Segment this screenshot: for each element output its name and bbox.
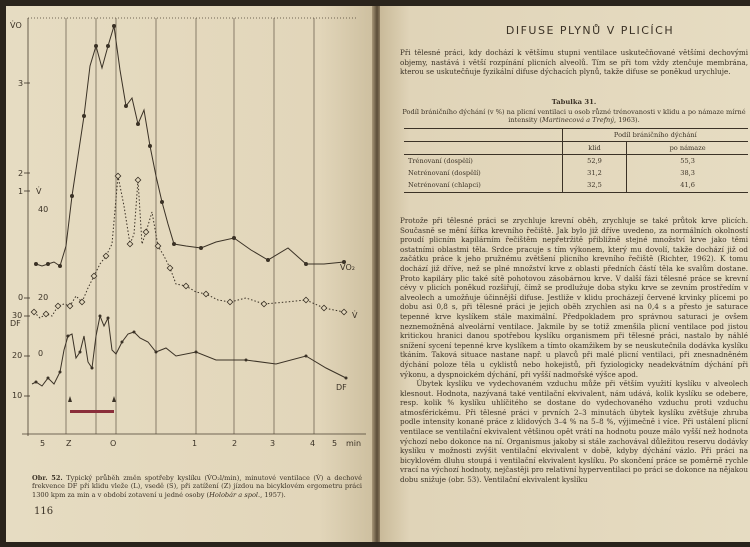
start-marker <box>68 396 72 402</box>
row-label: Netrénovaní (dospělí) <box>408 169 481 177</box>
df-axis-label: DF <box>10 319 21 328</box>
vo2-tick-2: 2 <box>18 169 24 178</box>
table-subtitle-tail: , 1963). <box>614 116 640 125</box>
vo2-axis-label: V̇O <box>10 21 22 30</box>
caption-lead: Obr. 52. <box>32 474 63 482</box>
table-row <box>404 155 748 168</box>
table-group-header: Podíl bráničního dýchání <box>562 129 748 142</box>
df-tick-30: 30 <box>12 311 23 320</box>
right-page <box>380 6 750 542</box>
x-tick-o: O <box>110 439 117 446</box>
x-tick-3: 3 <box>270 439 276 446</box>
x-unit-min: min <box>346 439 362 446</box>
vo2-series-label: V̇O₂ <box>340 263 355 272</box>
cell-klid: 52,9 <box>562 155 626 168</box>
col-header-klid: klid <box>562 142 626 155</box>
df-zero-label: 0 <box>38 349 44 358</box>
vo2-tick-0: 0 <box>18 293 24 302</box>
figure-caption <box>32 474 362 499</box>
x-tick-4: 4 <box>310 439 316 446</box>
caption-text: Typický průběh změn spotřeby kyslíku (V̇O₂l/min), minutové ventilace (V̇) a dechové frekvence DF při klidu vleže (L), vsedě (S), při zatížení (Z) jízdou na bicyklovém ergometru práci 1300 kpm za min a v období zotavení u jedné osoby ( <box>32 474 362 499</box>
row-label: Trénovaní (dospělí) <box>408 157 473 165</box>
cell-po-namaze: 41,6 <box>627 179 748 193</box>
caption-tail: , 1957). <box>260 490 286 499</box>
x-tick-5-right: 5 <box>332 439 338 446</box>
df-tick-20: 20 <box>12 351 23 360</box>
df-series-points <box>35 315 348 384</box>
body-text: Protože při tělesné práci se zrychluje krevní oběh, zrychluje se také průtok krve plicích. Současně se mění šířka krevního řečiště. Jak bylo již dříve uvedeno, za normálních okolností proudí plicním kapilárním řečištěm nepřetržitě přibližně stejné množství krve jako těmi ostatními oblastmi těla. Srdce pracuje s tím výkonem, který mu dovolí, takže dochází již od začátku práce k jeho pružnému zvětšení plicního krevního řečiště (Richter, 1962). K tomu dochází již dříve, než se plné množství krve z oblasti předních částí těla ke svalům dostane. Proto kapiláry plic také sítě pohotovou zásobárnou krve. V další fázi tělesné práce se krevní cévy v plicích poněkud rozšiřují, čímž se prodlužuje doba styku krve se zevním prostředím v alveolech a umožňuje účinnější difuse. Jestliže v klidu procházejí červené krvinky plícemi po dobu asi 0,8 s, při tělesné práci je jejich oběh zrychlen asi na 0,4 s a přesto je saturace tepenné krve kyslíkem stále maximální. Předpokladem pro správnou saturaci je ovšem neznemožněná alveolární ventilace. Jakmile by se totiž zmenšila plicní ventilace pod jistou kritickou hranici danou spotřebou kyslíku organismem při tělesné práci, nastalo by náhlé snížení sycení tepenné krve kyslíkem a tímto okamžikem by se neuskutečnila dodávka kyslíku tkáním. Taková situace nastane např. u plavců při malé plicní ventilaci, při znesnadněném dýchání poloze těla u cyklistů nebo hokejistů, při fyziologicky neadekvátním dýchání při výkonu, a dyspnoickém dýchání, při vyšší nadmořské výšce apod. Úbytek kyslíku ve vydechovaném vzduchu může při větším využití kyslíku v alveolech klesnout. Hodnota, nazývaná také ventilační ekvivalent, nám udává, kolik kyslíku se odebere, resp. kolik % kyslíku uhlíčitého se dostane do vydechovaného vzduchu proti vzduchu atmosférickému. Při tělesné práci v prvních 2–3 minutách úbytek kyslíku zvětšuje zhruba podle intensity konané práce z klidových 3–4 % na 5–8 %, výjimečně i více. Při ustálení plicní ventilace se ventilační ekvivalent většinou opět vrátí na hodnotu pouze málo vyšší než hodnota výchozí nebo dokonce na ní. Organismus jakoby si stále zachovával důležitou reservu dodávky kyslíku v možnosti zvýšit ventilační ekvivalent v době, kdyby dýchání vázlo. Při práci na bicyklovém dluhu stoupá i ventilační ekvivalent kyslíku. Po skončení práce se poměrně rychle vrací na výchozí hodnoty, nejčastěji pro relativní hyperventilaci po práci se dokonce na nějakou dobu snižuje (obr. 53). Ventilační ekvivalent kyslíku <box>400 216 748 485</box>
vo2-series-points <box>34 24 346 268</box>
table-subtitle-main: Podíl bráničního dýchání (v %) na plicní ventilaci u osob různé trénovanosti v klidu a po námaze mírné intensity ( <box>402 108 746 125</box>
cell-klid: 31,2 <box>562 167 626 179</box>
cell-po-namaze: 38,3 <box>627 167 748 179</box>
figure-52-chart <box>6 6 374 446</box>
v-series-line <box>34 176 344 318</box>
x-tick-2: 2 <box>232 439 238 446</box>
table-subtitle-authors: Martinecová a Trefný <box>541 116 615 125</box>
x-tick-z: Z <box>66 439 72 446</box>
x-tick-5-left: 5 <box>40 439 46 446</box>
vo2-tick-1: 1 <box>18 187 24 196</box>
v-series-label: V̇ <box>352 311 358 320</box>
table-row <box>404 167 748 179</box>
x-tick-1: 1 <box>192 439 198 446</box>
df-series-label: DF <box>336 383 347 392</box>
table-row <box>404 179 748 193</box>
running-head: DIFUSE PLYNŮ V PLICÍCH <box>505 24 675 37</box>
v-series-points <box>31 173 347 317</box>
end-marker <box>112 396 116 402</box>
chart-axes <box>22 18 366 436</box>
table-subtitle <box>400 108 748 125</box>
row-label: Netrénovaní (chlapci) <box>404 179 562 193</box>
v-tick-20: 20 <box>38 293 49 302</box>
df-tick-10: 10 <box>12 391 23 400</box>
cell-po-namaze: 55,3 <box>627 155 748 168</box>
work-period-bar <box>70 410 114 413</box>
vo2-tick-3: 3 <box>18 79 24 88</box>
caption-authors: Holobár a spol. <box>209 490 261 499</box>
vertical-gridlines <box>66 18 314 434</box>
data-table <box>404 128 748 193</box>
v-tick-40: 40 <box>38 205 49 214</box>
intro-paragraph: Při tělesné práci, kdy dochází k většímu stupni ventilace uskutečňované většími dechovými objemy, nastává i větší rozpínání plicních alveolů. Tím se při tom vždy ztenčuje membrána, kterou se uskutečňuje fyzikální difuse dýchacích plynů, takže difuse se poněkud urychluje. <box>400 48 748 77</box>
vo2-series-line <box>36 26 344 266</box>
left-page <box>6 6 374 542</box>
cell-klid: 32,5 <box>562 179 626 193</box>
table-title: Tabulka 31. <box>551 98 597 106</box>
v-axis-label: V̇ <box>36 187 42 196</box>
col-header-po-namaze: po námaze <box>627 142 748 155</box>
page-number-left: 116 <box>34 506 54 517</box>
